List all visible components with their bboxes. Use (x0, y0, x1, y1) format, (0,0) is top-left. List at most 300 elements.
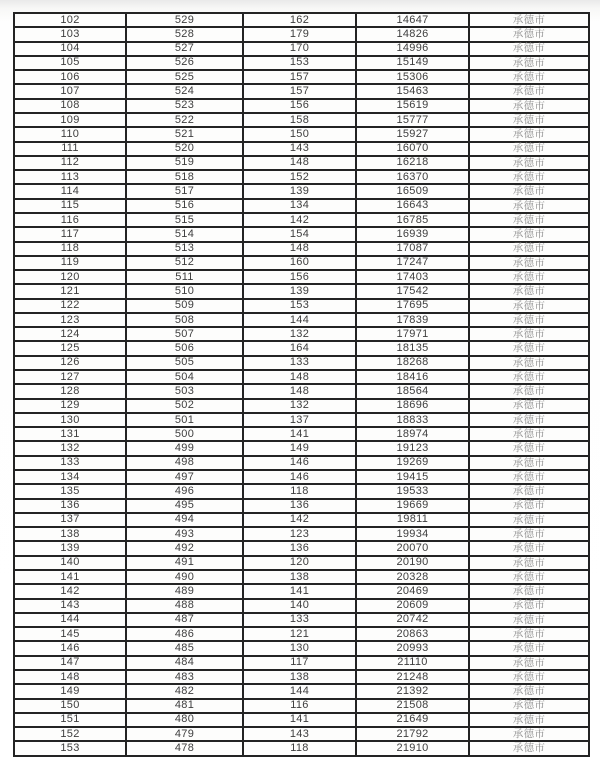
table-cell-city: 承德市 (469, 370, 589, 384)
table-cell-count: 153 (243, 299, 356, 313)
table-row (14, 70, 589, 84)
table-cell-rank: 146 (14, 641, 126, 655)
table-cell-rank: 119 (14, 256, 126, 270)
table-cell-city: 承德市 (469, 513, 589, 527)
table-cell-score: 490 (126, 570, 243, 584)
table-cell-rank: 109 (14, 113, 126, 127)
table-cell-city: 承德市 (469, 584, 589, 598)
table-cell-cumulative: 18564 (356, 384, 469, 398)
table-row (14, 713, 589, 727)
table-cell-city: 承德市 (469, 184, 589, 198)
table-cell-cumulative: 21649 (356, 713, 469, 727)
table-cell-count: 150 (243, 127, 356, 141)
table-cell-count: 146 (243, 470, 356, 484)
table-row (14, 170, 589, 184)
table-cell-count: 139 (243, 284, 356, 298)
table-cell-city: 承德市 (469, 242, 589, 256)
table-cell-count: 143 (243, 142, 356, 156)
table-row (14, 341, 589, 355)
table-cell-count: 179 (243, 27, 356, 41)
table-cell-city: 承德市 (469, 341, 589, 355)
table-cell-score: 479 (126, 727, 243, 741)
table-cell-rank: 113 (14, 170, 126, 184)
table-cell-score: 519 (126, 156, 243, 170)
table-cell-score: 499 (126, 441, 243, 455)
table-cell-cumulative: 20469 (356, 584, 469, 598)
table-cell-count: 146 (243, 456, 356, 470)
table-cell-count: 118 (243, 741, 356, 756)
table-row (14, 384, 589, 398)
table-cell-count: 137 (243, 413, 356, 427)
table-cell-score: 517 (126, 184, 243, 198)
table-cell-score: 481 (126, 699, 243, 713)
table-cell-score: 489 (126, 584, 243, 598)
table-cell-score: 497 (126, 470, 243, 484)
table-cell-cumulative: 15306 (356, 70, 469, 84)
table-cell-count: 144 (243, 313, 356, 327)
table-cell-rank: 145 (14, 627, 126, 641)
table-row (14, 113, 589, 127)
table-cell-city: 承德市 (469, 699, 589, 713)
table-cell-count: 141 (243, 427, 356, 441)
table-row (14, 399, 589, 413)
table-cell-city: 承德市 (469, 56, 589, 70)
table-cell-rank: 115 (14, 199, 126, 213)
table-cell-rank: 114 (14, 184, 126, 198)
table-cell-count: 143 (243, 727, 356, 741)
table-cell-cumulative: 18696 (356, 399, 469, 413)
table-cell-count: 138 (243, 570, 356, 584)
table-cell-rank: 139 (14, 541, 126, 555)
table-row (14, 227, 589, 241)
table-row (14, 427, 589, 441)
table-cell-cumulative: 15777 (356, 113, 469, 127)
table-cell-rank: 116 (14, 213, 126, 227)
table-cell-cumulative: 15619 (356, 99, 469, 113)
table-cell-city: 承德市 (469, 470, 589, 484)
table-cell-city: 承德市 (469, 413, 589, 427)
table-cell-score: 515 (126, 213, 243, 227)
table-cell-count: 121 (243, 627, 356, 641)
table-cell-count: 118 (243, 484, 356, 498)
table-cell-cumulative: 14826 (356, 27, 469, 41)
table-cell-city: 承德市 (469, 199, 589, 213)
table-cell-cumulative: 18974 (356, 427, 469, 441)
table-cell-city: 承德市 (469, 456, 589, 470)
table-cell-rank: 142 (14, 584, 126, 598)
table-cell-cumulative: 21248 (356, 670, 469, 684)
table-cell-score: 521 (126, 127, 243, 141)
table-cell-cumulative: 19669 (356, 499, 469, 513)
table-cell-score: 480 (126, 713, 243, 727)
table-cell-city: 承德市 (469, 13, 589, 27)
table-cell-rank: 131 (14, 427, 126, 441)
table-cell-city: 承德市 (469, 427, 589, 441)
table-cell-cumulative: 19533 (356, 484, 469, 498)
table-cell-city: 承德市 (469, 484, 589, 498)
table-cell-score: 511 (126, 270, 243, 284)
table-cell-rank: 130 (14, 413, 126, 427)
table-cell-count: 153 (243, 56, 356, 70)
table-cell-score: 498 (126, 456, 243, 470)
table-row (14, 242, 589, 256)
table-cell-cumulative: 20328 (356, 570, 469, 584)
table-cell-score: 508 (126, 313, 243, 327)
table-cell-count: 132 (243, 327, 356, 341)
table-cell-count: 152 (243, 170, 356, 184)
table-cell-count: 123 (243, 527, 356, 541)
table-cell-rank: 134 (14, 470, 126, 484)
table-cell-cumulative: 16218 (356, 156, 469, 170)
table-cell-rank: 140 (14, 556, 126, 570)
table-cell-rank: 105 (14, 56, 126, 70)
table-cell-city: 承德市 (469, 156, 589, 170)
table-cell-count: 148 (243, 156, 356, 170)
table-cell-cumulative: 20609 (356, 599, 469, 613)
table-cell-rank: 128 (14, 384, 126, 398)
table-cell-rank: 138 (14, 527, 126, 541)
table-row (14, 613, 589, 627)
table-cell-score: 502 (126, 399, 243, 413)
table-row (14, 541, 589, 555)
table-cell-city: 承德市 (469, 356, 589, 370)
table-cell-score: 501 (126, 413, 243, 427)
table-cell-count: 116 (243, 699, 356, 713)
table-row (14, 584, 589, 598)
table-cell-count: 154 (243, 227, 356, 241)
table-cell-score: 495 (126, 499, 243, 513)
table-cell-city: 承德市 (469, 313, 589, 327)
table-row (14, 142, 589, 156)
table-cell-count: 162 (243, 13, 356, 27)
table-row (14, 299, 589, 313)
table-cell-rank: 127 (14, 370, 126, 384)
table-cell-cumulative: 20863 (356, 627, 469, 641)
table-cell-cumulative: 17247 (356, 256, 469, 270)
table-row (14, 199, 589, 213)
table-cell-score: 518 (126, 170, 243, 184)
table-cell-count: 141 (243, 713, 356, 727)
table-cell-count: 156 (243, 99, 356, 113)
table-cell-rank: 143 (14, 599, 126, 613)
table-cell-rank: 132 (14, 441, 126, 455)
table-row (14, 42, 589, 56)
table-cell-cumulative: 19123 (356, 441, 469, 455)
table-cell-count: 148 (243, 242, 356, 256)
table-cell-count: 160 (243, 256, 356, 270)
table-cell-rank: 148 (14, 670, 126, 684)
table-cell-city: 承德市 (469, 627, 589, 641)
table-cell-city: 承德市 (469, 684, 589, 698)
table-cell-score: 482 (126, 684, 243, 698)
table-cell-score: 504 (126, 370, 243, 384)
table-cell-city: 承德市 (469, 113, 589, 127)
table-cell-city: 承德市 (469, 27, 589, 41)
table-cell-city: 承德市 (469, 556, 589, 570)
table-row (14, 684, 589, 698)
table-cell-score: 528 (126, 27, 243, 41)
table-cell-count: 158 (243, 113, 356, 127)
table-cell-city: 承德市 (469, 527, 589, 541)
table-cell-count: 164 (243, 341, 356, 355)
score-distribution-table (13, 12, 590, 757)
table-cell-cumulative: 21508 (356, 699, 469, 713)
table-cell-rank: 102 (14, 13, 126, 27)
table-row (14, 484, 589, 498)
table-cell-cumulative: 15463 (356, 84, 469, 98)
table-cell-score: 526 (126, 56, 243, 70)
table-body (14, 13, 589, 756)
table-cell-rank: 112 (14, 156, 126, 170)
table-cell-rank: 135 (14, 484, 126, 498)
table-cell-rank: 103 (14, 27, 126, 41)
table-cell-score: 507 (126, 327, 243, 341)
table-cell-score: 512 (126, 256, 243, 270)
table-cell-city: 承德市 (469, 270, 589, 284)
table-cell-cumulative: 17695 (356, 299, 469, 313)
table-cell-rank: 107 (14, 84, 126, 98)
table-cell-score: 488 (126, 599, 243, 613)
table-row (14, 99, 589, 113)
table-cell-cumulative: 16785 (356, 213, 469, 227)
table-cell-rank: 136 (14, 499, 126, 513)
table-row (14, 313, 589, 327)
table-cell-cumulative: 18416 (356, 370, 469, 384)
table-row (14, 213, 589, 227)
table-row (14, 256, 589, 270)
table-cell-city: 承德市 (469, 441, 589, 455)
table-cell-cumulative: 19811 (356, 513, 469, 527)
table-cell-score: 485 (126, 641, 243, 655)
table-cell-cumulative: 17087 (356, 242, 469, 256)
table-cell-city: 承德市 (469, 384, 589, 398)
table-cell-cumulative: 17971 (356, 327, 469, 341)
table-cell-count: 142 (243, 213, 356, 227)
table-cell-score: 513 (126, 242, 243, 256)
table-cell-cumulative: 14647 (356, 13, 469, 27)
table-cell-count: 148 (243, 370, 356, 384)
table-cell-rank: 149 (14, 684, 126, 698)
table-row (14, 441, 589, 455)
table-cell-count: 133 (243, 356, 356, 370)
table-cell-rank: 118 (14, 242, 126, 256)
table-cell-score: 524 (126, 84, 243, 98)
table-cell-count: 133 (243, 613, 356, 627)
table-cell-cumulative: 20190 (356, 556, 469, 570)
table-cell-city: 承德市 (469, 399, 589, 413)
table-cell-city: 承德市 (469, 641, 589, 655)
table-cell-score: 520 (126, 142, 243, 156)
table-cell-cumulative: 16643 (356, 199, 469, 213)
table-cell-cumulative: 16370 (356, 170, 469, 184)
table-cell-cumulative: 19269 (356, 456, 469, 470)
table-row (14, 356, 589, 370)
table-cell-rank: 153 (14, 741, 126, 756)
table-cell-cumulative: 21910 (356, 741, 469, 756)
table-cell-cumulative: 16939 (356, 227, 469, 241)
table-row (14, 699, 589, 713)
table-cell-rank: 147 (14, 656, 126, 670)
table-cell-score: 487 (126, 613, 243, 627)
table-cell-rank: 137 (14, 513, 126, 527)
table-row (14, 127, 589, 141)
table-cell-rank: 126 (14, 356, 126, 370)
table-cell-count: 144 (243, 684, 356, 698)
table-cell-cumulative: 21392 (356, 684, 469, 698)
table-cell-cumulative: 18135 (356, 341, 469, 355)
table-cell-city: 承德市 (469, 599, 589, 613)
table-cell-score: 500 (126, 427, 243, 441)
table-row (14, 627, 589, 641)
table-row (14, 84, 589, 98)
table-cell-count: 149 (243, 441, 356, 455)
table-cell-score: 529 (126, 13, 243, 27)
table-cell-score: 510 (126, 284, 243, 298)
table-row (14, 184, 589, 198)
table-cell-score: 506 (126, 341, 243, 355)
table-cell-score: 496 (126, 484, 243, 498)
table-row (14, 327, 589, 341)
table-row (14, 27, 589, 41)
table-cell-count: 170 (243, 42, 356, 56)
table-cell-rank: 129 (14, 399, 126, 413)
table-cell-rank: 133 (14, 456, 126, 470)
table-cell-city: 承德市 (469, 284, 589, 298)
table-row (14, 741, 589, 756)
table-cell-count: 134 (243, 199, 356, 213)
table-cell-cumulative: 18833 (356, 413, 469, 427)
table-cell-city: 承德市 (469, 42, 589, 56)
table-cell-cumulative: 17542 (356, 284, 469, 298)
table-cell-city: 承德市 (469, 727, 589, 741)
table-cell-score: 525 (126, 70, 243, 84)
table-cell-city: 承德市 (469, 570, 589, 584)
table-row (14, 656, 589, 670)
table-cell-score: 483 (126, 670, 243, 684)
table-cell-city: 承德市 (469, 256, 589, 270)
table-cell-cumulative: 16509 (356, 184, 469, 198)
table-row (14, 284, 589, 298)
table-cell-city: 承德市 (469, 741, 589, 756)
table-row (14, 527, 589, 541)
table-cell-city: 承德市 (469, 656, 589, 670)
table-row (14, 370, 589, 384)
table-cell-count: 130 (243, 641, 356, 655)
table-cell-rank: 122 (14, 299, 126, 313)
table-cell-count: 117 (243, 656, 356, 670)
table-cell-rank: 120 (14, 270, 126, 284)
table-row (14, 513, 589, 527)
table-cell-cumulative: 16070 (356, 142, 469, 156)
table-cell-count: 157 (243, 70, 356, 84)
table-cell-cumulative: 20742 (356, 613, 469, 627)
table-row (14, 670, 589, 684)
table-cell-rank: 108 (14, 99, 126, 113)
table-cell-city: 承德市 (469, 170, 589, 184)
table-cell-count: 132 (243, 399, 356, 413)
table-cell-rank: 141 (14, 570, 126, 584)
table-cell-cumulative: 20070 (356, 541, 469, 555)
table-cell-count: 148 (243, 384, 356, 398)
table-cell-city: 承德市 (469, 142, 589, 156)
table-cell-cumulative: 14996 (356, 42, 469, 56)
table-cell-cumulative: 18268 (356, 356, 469, 370)
table-cell-city: 承德市 (469, 227, 589, 241)
table-cell-score: 492 (126, 541, 243, 555)
table-cell-score: 491 (126, 556, 243, 570)
table-cell-score: 514 (126, 227, 243, 241)
table-row (14, 413, 589, 427)
table-cell-count: 138 (243, 670, 356, 684)
table-row (14, 556, 589, 570)
table-cell-city: 承德市 (469, 299, 589, 313)
table-cell-cumulative: 17839 (356, 313, 469, 327)
table-cell-rank: 117 (14, 227, 126, 241)
table-cell-city: 承德市 (469, 499, 589, 513)
table-cell-score: 503 (126, 384, 243, 398)
table-cell-rank: 124 (14, 327, 126, 341)
table-cell-count: 120 (243, 556, 356, 570)
table-row (14, 156, 589, 170)
table-cell-city: 承德市 (469, 84, 589, 98)
table-cell-rank: 110 (14, 127, 126, 141)
table-cell-count: 141 (243, 584, 356, 598)
table-cell-score: 523 (126, 99, 243, 113)
table-row (14, 270, 589, 284)
table-cell-rank: 144 (14, 613, 126, 627)
table-cell-count: 157 (243, 84, 356, 98)
table-cell-count: 142 (243, 513, 356, 527)
table-cell-city: 承德市 (469, 541, 589, 555)
table-cell-cumulative: 21792 (356, 727, 469, 741)
table-cell-city: 承德市 (469, 127, 589, 141)
table-row (14, 56, 589, 70)
table-cell-score: 493 (126, 527, 243, 541)
table-cell-city: 承德市 (469, 70, 589, 84)
table-cell-score: 484 (126, 656, 243, 670)
table-cell-score: 509 (126, 299, 243, 313)
table-cell-score: 478 (126, 741, 243, 756)
table-row (14, 641, 589, 655)
table-cell-score: 516 (126, 199, 243, 213)
table-cell-cumulative: 15149 (356, 56, 469, 70)
table-cell-cumulative: 15927 (356, 127, 469, 141)
table-cell-score: 522 (126, 113, 243, 127)
table-cell-count: 140 (243, 599, 356, 613)
table-row (14, 570, 589, 584)
table-cell-count: 139 (243, 184, 356, 198)
table-cell-city: 承德市 (469, 713, 589, 727)
table-cell-city: 承德市 (469, 327, 589, 341)
table-cell-cumulative: 19415 (356, 470, 469, 484)
table-cell-cumulative: 19934 (356, 527, 469, 541)
table-row (14, 456, 589, 470)
table-cell-rank: 111 (14, 142, 126, 156)
table-cell-score: 486 (126, 627, 243, 641)
table-cell-rank: 104 (14, 42, 126, 56)
table-row (14, 499, 589, 513)
table-cell-city: 承德市 (469, 613, 589, 627)
table-cell-score: 494 (126, 513, 243, 527)
table-cell-cumulative: 17403 (356, 270, 469, 284)
table-cell-rank: 151 (14, 713, 126, 727)
table-cell-count: 136 (243, 499, 356, 513)
table-cell-rank: 125 (14, 341, 126, 355)
table-row (14, 727, 589, 741)
table-row (14, 599, 589, 613)
table-cell-cumulative: 20993 (356, 641, 469, 655)
table-cell-city: 承德市 (469, 99, 589, 113)
